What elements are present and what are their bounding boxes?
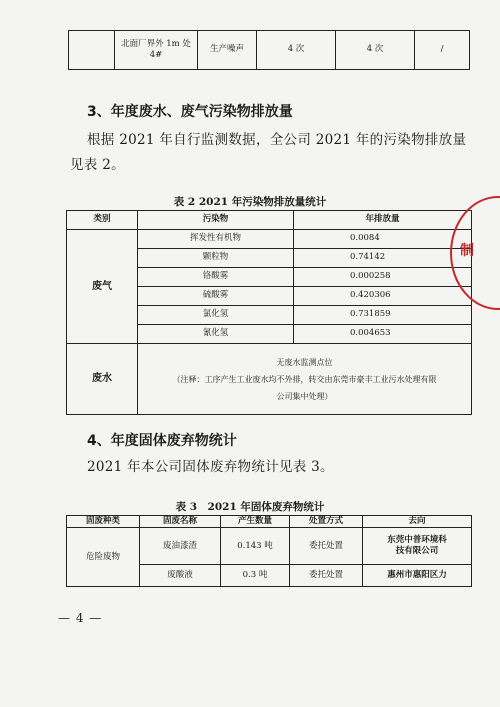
- location-line1: 北面厂界外 1m 处: [121, 38, 191, 49]
- page-number: — 4 —: [58, 611, 103, 625]
- destination-line: 东莞中普环境科: [387, 535, 447, 545]
- column-header: 固废种类: [67, 516, 140, 528]
- noise-type-cell: 生产噪声: [198, 31, 257, 70]
- destination-cell: [363, 528, 472, 565]
- amount-cell: 0.731859: [294, 306, 472, 325]
- pollutant-emission-table: [66, 210, 472, 415]
- destination-line: 技有限公司: [395, 546, 439, 557]
- quantity-cell: 0.143 吨: [221, 528, 290, 565]
- monitoring-table-fragment: [68, 30, 470, 70]
- table-cell: [69, 31, 115, 70]
- water-note-cell: [138, 344, 472, 415]
- amount-cell: 0.420306: [294, 287, 472, 306]
- table-row: [69, 31, 470, 70]
- table-header-row: [67, 211, 472, 230]
- water-note-line: 公司集中处理）: [276, 391, 333, 401]
- waste-name-cell: 废酸液: [140, 565, 221, 587]
- water-note-line: （注释：工序产生工业废水均不外排，转交由东莞市豪丰工业污水处理有限: [172, 374, 437, 384]
- column-header: 年排放量: [294, 211, 472, 230]
- remark-cell: /: [415, 31, 470, 70]
- table2-caption: 表 2 2021 年污染物排放量统计: [173, 196, 327, 208]
- column-header: 污染物: [138, 211, 294, 230]
- count-cell: 4 次: [336, 31, 415, 70]
- amount-cell: 0.000258: [294, 268, 472, 287]
- table3-caption: 表 3 2021 年固体废弃物统计: [175, 501, 325, 513]
- table-cell: [115, 31, 198, 70]
- quantity-cell: 0.3 吨: [221, 565, 290, 587]
- column-header: 处置方式: [290, 516, 363, 528]
- amount-cell: 0.0084: [294, 230, 472, 249]
- gas-category-cell: 废气: [67, 230, 138, 344]
- pollutant-cell: 挥发性有机物: [138, 230, 294, 249]
- water-note-line: 无废水监测点位: [276, 357, 333, 367]
- table-header-row: [67, 516, 472, 528]
- section3-heading: 3、年度废水、废气污染物排放量: [87, 104, 293, 120]
- paragraph-line: 根据 2021 年自行监测数据，全公司 2021 年的污染物排放量: [87, 132, 467, 148]
- section4-paragraph: 2021 年本公司固体废弃物统计见表 3。: [87, 459, 334, 475]
- solid-waste-table: [66, 515, 472, 587]
- method-cell: 委托处置: [290, 565, 363, 587]
- amount-cell: 0.74142: [294, 249, 472, 268]
- pollutant-cell: 氰化氢: [138, 325, 294, 344]
- pollutant-cell: 氯化氢: [138, 306, 294, 325]
- section3-paragraph: [70, 128, 467, 178]
- method-cell: 委托处置: [290, 528, 363, 565]
- stamp-text: 制: [460, 243, 474, 259]
- pollutant-cell: 硫酸雾: [138, 287, 294, 306]
- column-header: 类别: [67, 211, 138, 230]
- column-header: 产生数量: [221, 516, 290, 528]
- waste-name-cell: 废油漆渣: [140, 528, 221, 565]
- waste-category-cell: 危险废物: [67, 528, 140, 587]
- table-row: [67, 230, 472, 249]
- pollutant-cell: 颗粒物: [138, 249, 294, 268]
- column-header: 去向: [363, 516, 472, 528]
- count-cell: 4 次: [257, 31, 336, 70]
- table-row: [67, 344, 472, 415]
- table-row: [67, 528, 472, 565]
- water-category-cell: 废水: [67, 344, 138, 415]
- column-header: 固废名称: [140, 516, 221, 528]
- location-line2: 4#: [149, 50, 163, 60]
- pollutant-cell: 铬酸雾: [138, 268, 294, 287]
- paragraph-line: 见表 2。: [70, 157, 125, 173]
- section4-heading: 4、年度固体废弃物统计: [87, 433, 237, 449]
- amount-cell: 0.004653: [294, 325, 472, 344]
- destination-cell: 惠州市惠阳区力: [363, 565, 472, 587]
